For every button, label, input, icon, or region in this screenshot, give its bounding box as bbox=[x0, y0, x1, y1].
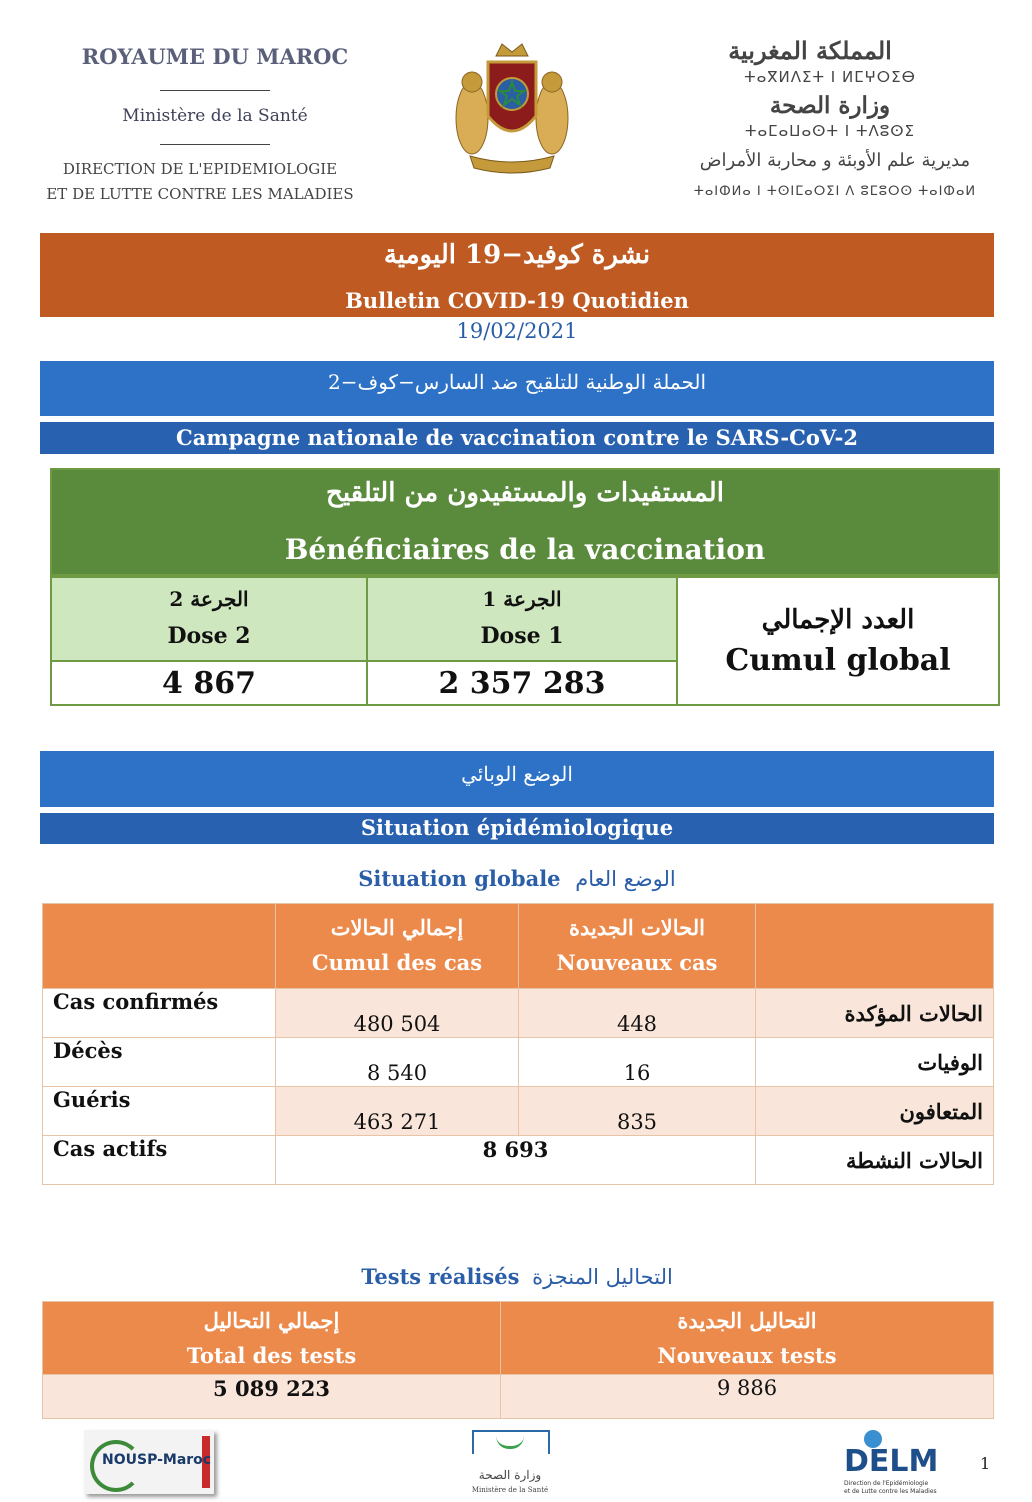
coat-of-arms-emblem bbox=[450, 36, 574, 176]
active-value: 8 693 bbox=[276, 1136, 756, 1185]
header-direction-line1: DIRECTION DE L'EPIDEMIOLOGIE bbox=[62, 160, 338, 178]
row-new-value: 448 bbox=[519, 989, 756, 1038]
situation-header-empty-right bbox=[756, 904, 994, 989]
row-label-fr: Décès bbox=[43, 1038, 276, 1087]
tests-heading bbox=[40, 1264, 994, 1289]
ministry-sante-logo bbox=[468, 1428, 552, 1498]
nousp-label: NOUSP-Maroc bbox=[102, 1452, 212, 1468]
ministry-logo-fr: Ministère de la Santé bbox=[471, 1486, 549, 1494]
bulletin-title-ar: نشرة كوفيد−19 اليومية bbox=[383, 240, 651, 270]
header-ministry-ar: وزارة الصحة bbox=[769, 92, 891, 119]
situation-header-empty bbox=[43, 904, 276, 989]
total-tests-fr: Total des tests bbox=[186, 1343, 357, 1368]
row-label-fr: Guéris bbox=[43, 1087, 276, 1136]
beneficiaries-title-fr: Bénéficiaires de la vaccination bbox=[284, 533, 766, 566]
dose1-label-fr: Dose 1 bbox=[480, 623, 564, 649]
dose2-label-fr: Dose 2 bbox=[167, 623, 251, 649]
table-row bbox=[43, 1087, 994, 1136]
header-ministry-fr: Ministère de la Santé bbox=[122, 106, 308, 126]
delm-label: DELM bbox=[844, 1444, 939, 1479]
delm-logo bbox=[842, 1428, 946, 1498]
header-direction-tifinagh: ⵜⴰⵏⵀⵍⴰ ⵏ ⵜⵙⵏⵎⴰⵔⵉⵏ ⴷ ⵓⵎⵓⵔⵙ ⵜⴰⵏⵀⴰⵍ bbox=[693, 184, 977, 199]
epidemio-title-fr: Situation épidémiologique bbox=[360, 815, 674, 840]
row-new-value: 16 bbox=[519, 1038, 756, 1087]
row-label-ar: الحالات المؤكدة bbox=[756, 989, 994, 1038]
vaccination-campaign-title-ar: الحملة الوطنية للتلقيح ضد السارس−كوف−2 bbox=[328, 370, 706, 394]
delm-sub2: et de Lutte contre les Maladies bbox=[844, 1488, 937, 1495]
header-country-ar: المملكة المغربية bbox=[728, 36, 892, 65]
active-label-fr: Cas actifs bbox=[43, 1136, 276, 1185]
table-row bbox=[43, 1136, 994, 1185]
cumul-global-ar: العدد الإجمالي bbox=[761, 604, 915, 635]
header-country-tifinagh: ⵜⴰⴳⵍⴷⵉⵜ ⵏ ⵍⵎⵖⵔⵉⴱ bbox=[744, 68, 916, 86]
cumul-global-cell bbox=[677, 577, 999, 705]
tests-title-ar: التحاليل المنجزة bbox=[532, 1265, 673, 1289]
beneficiaries-table bbox=[50, 576, 1000, 706]
row-label-ar: الوفيات bbox=[756, 1038, 994, 1087]
tests-title-fr: Tests réalisés bbox=[361, 1264, 520, 1289]
col-new-fr: Nouveaux cas bbox=[556, 950, 718, 975]
table-row bbox=[43, 1038, 994, 1087]
dose2-header-cell bbox=[51, 577, 367, 661]
divider bbox=[160, 90, 270, 91]
divider bbox=[160, 144, 270, 145]
page-number: 1 bbox=[980, 1454, 991, 1473]
table-row bbox=[43, 989, 994, 1038]
beneficiaries-title-ar: المستفيدات والمستفيدون من التلقيح bbox=[326, 478, 724, 508]
situation-globale-ar: الوضع العام bbox=[575, 867, 676, 891]
row-label-ar: المتعافون bbox=[756, 1087, 994, 1136]
total-tests-value: 5 089 223 bbox=[43, 1375, 501, 1419]
situation-globale-heading bbox=[40, 866, 994, 891]
dose2-label-ar: الجرعة 2 bbox=[169, 587, 249, 611]
new-tests-header bbox=[501, 1302, 994, 1375]
dose1-value: 2 357 283 bbox=[367, 661, 677, 705]
epidemio-title-ar: الوضع الوبائي bbox=[461, 762, 573, 786]
header-direction-ar: مديرية علم الأوبئة و محاربة الأمراض bbox=[699, 150, 971, 171]
total-tests-ar: إجمالي التحاليل bbox=[203, 1308, 340, 1333]
dose1-header-cell bbox=[367, 577, 677, 661]
col-cumul-fr: Cumul des cas bbox=[311, 950, 483, 975]
bulletin-date: 19/02/2021 bbox=[456, 319, 578, 343]
row-cumul-value: 480 504 bbox=[276, 989, 519, 1038]
vaccination-campaign-title-fr: Campagne nationale de vaccination contre le SARS-CoV-2 bbox=[176, 425, 858, 450]
situation-table bbox=[42, 903, 994, 1185]
row-label-fr: Cas confirmés bbox=[43, 989, 276, 1038]
cumul-global-fr: Cumul global bbox=[725, 642, 951, 678]
delm-sub1: Direction de l'Epidémiologie bbox=[844, 1480, 929, 1487]
ministry-logo-ar: وزارة الصحة bbox=[478, 1468, 542, 1482]
total-tests-header bbox=[43, 1302, 501, 1375]
col-cumul-ar: إجمالي الحالات bbox=[330, 915, 464, 940]
header-direction-line2: ET DE LUTTE CONTRE LES MALADIES bbox=[46, 185, 354, 203]
header-ministry-tifinagh: ⵜⴰⵎⴰⵡⴰⵙⵜ ⵏ ⵜⴷⵓⵙⵉ bbox=[744, 122, 916, 140]
dose1-label-ar: الجرعة 1 bbox=[482, 587, 562, 611]
row-cumul-value: 463 271 bbox=[276, 1087, 519, 1136]
bulletin-title-fr: Bulletin COVID-19 Quotidien bbox=[345, 288, 689, 313]
row-new-value: 835 bbox=[519, 1087, 756, 1136]
dose2-value: 4 867 bbox=[51, 661, 367, 705]
col-new-header bbox=[519, 904, 756, 989]
row-cumul-value: 8 540 bbox=[276, 1038, 519, 1087]
tests-table bbox=[42, 1301, 994, 1419]
new-tests-ar: التحاليل الجديدة bbox=[677, 1308, 817, 1333]
new-tests-fr: Nouveaux tests bbox=[657, 1343, 837, 1368]
col-cumul-header bbox=[276, 904, 519, 989]
col-new-ar: الحالات الجديدة bbox=[569, 915, 705, 940]
nousp-logo bbox=[84, 1430, 214, 1494]
header-country-fr: ROYAUME DU MAROC bbox=[81, 44, 349, 69]
new-tests-value: 9 886 bbox=[501, 1375, 994, 1419]
active-label-ar: الحالات النشطة bbox=[756, 1136, 994, 1185]
situation-globale-fr: Situation globale bbox=[358, 866, 561, 891]
